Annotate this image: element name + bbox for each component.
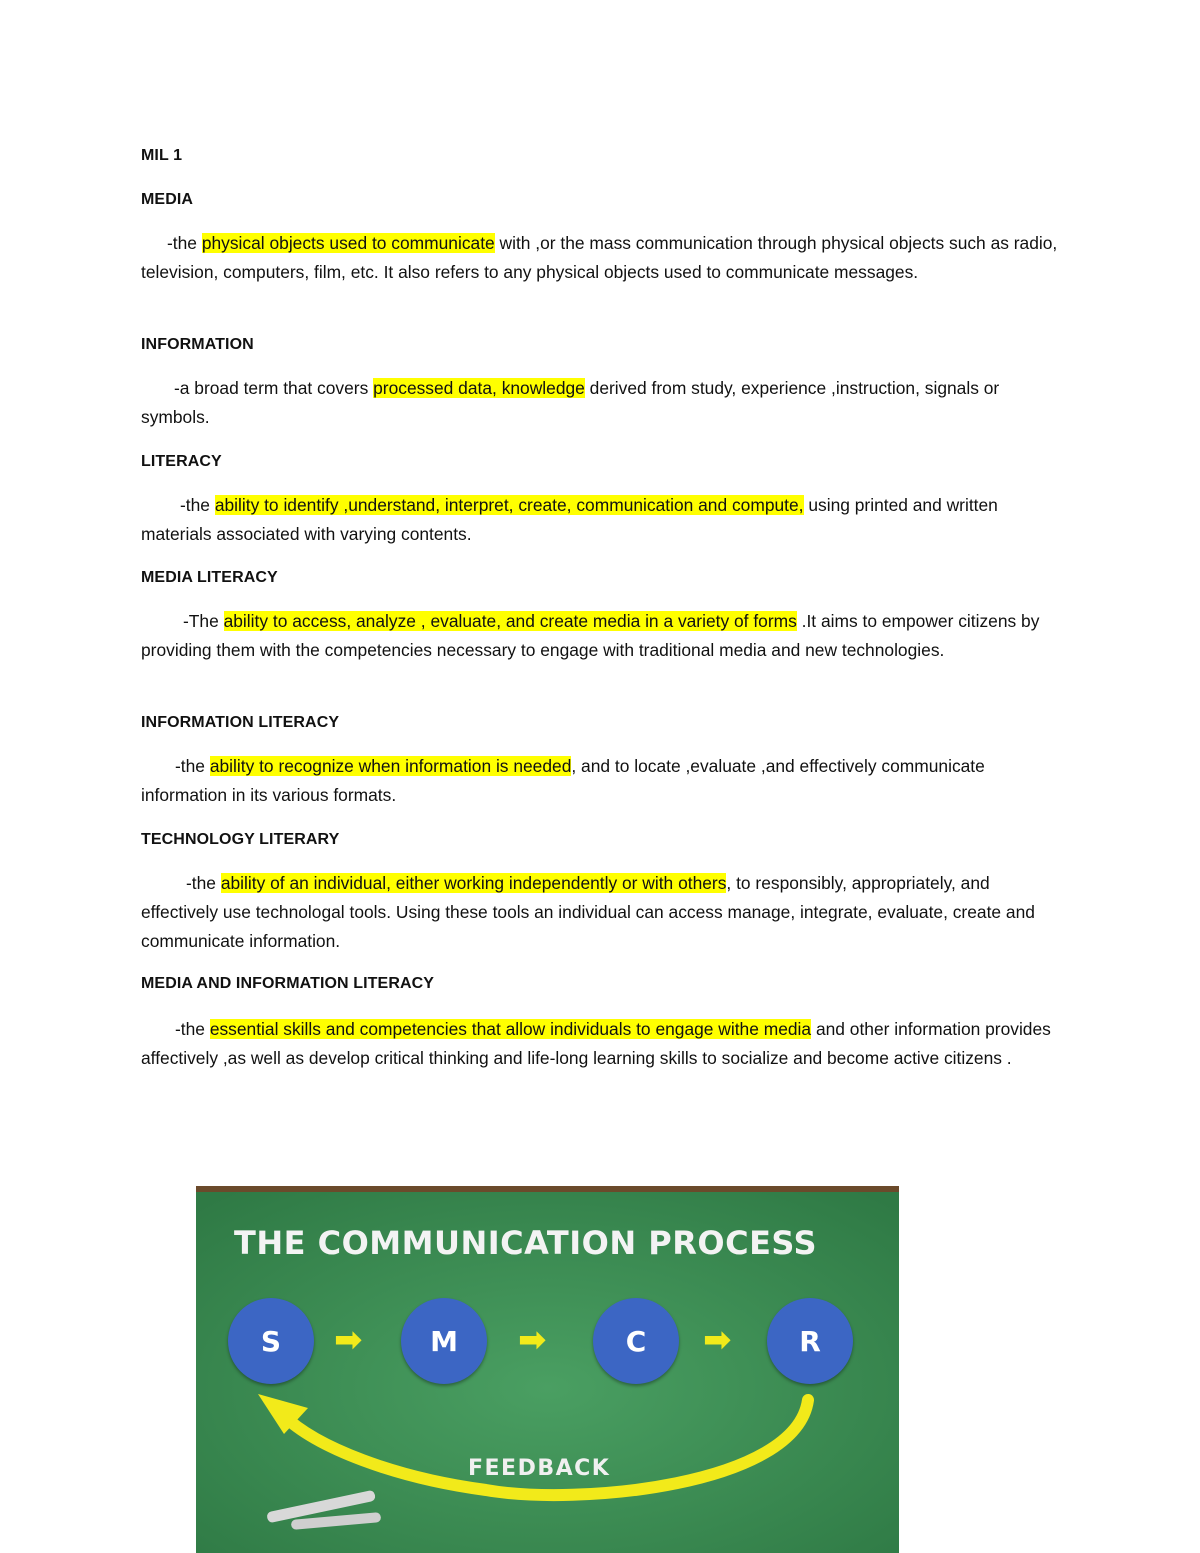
body-text: -The xyxy=(183,611,224,631)
section-body-mil xyxy=(141,1015,1061,1073)
body-text: -the xyxy=(175,756,210,776)
section-body-information-literacy xyxy=(141,752,1061,810)
diagram-title: THE COMMUNICATION PROCESS xyxy=(234,1224,818,1262)
body-text: -the xyxy=(167,233,202,253)
highlighted-text: ability to access, analyze , evaluate, and create media in a variety of forms xyxy=(223,611,797,631)
section-heading-mil: MEDIA AND INFORMATION LITERACY xyxy=(141,975,435,992)
arrow-right-icon: ➡ xyxy=(334,1320,363,1360)
node-sender: S xyxy=(228,1298,314,1384)
node-channel: C xyxy=(593,1298,679,1384)
communication-process-diagram xyxy=(196,1186,899,1553)
chalkboard-frame xyxy=(196,1186,899,1192)
body-text: -a broad term that covers xyxy=(174,378,374,398)
highlighted-text: ability of an individual, either working independently or with others xyxy=(220,873,727,893)
highlighted-text: essential skills and competencies that allow individuals to engage withe media xyxy=(209,1019,812,1039)
arrow-right-icon: ➡ xyxy=(518,1320,547,1360)
body-text: and other information provides affectively ,as well as develop critical thinking and life-long learning skills to socialize and become active citizens . xyxy=(141,1019,1051,1068)
body-text: , and to locate ,evaluate ,and effectively communicate information in its various formats. xyxy=(141,756,985,805)
feedback-label: FEEDBACK xyxy=(468,1456,611,1481)
arrow-right-icon: ➡ xyxy=(703,1320,732,1360)
section-heading-literacy: LITERACY xyxy=(141,453,222,470)
node-receiver: R xyxy=(767,1298,853,1384)
body-text: derived from study, experience ,instruction, signals or symbols. xyxy=(141,378,1000,427)
node-message: M xyxy=(401,1298,487,1384)
highlighted-text: processed data, knowledge xyxy=(373,378,585,398)
section-heading-media: MEDIA xyxy=(141,191,194,208)
body-text: -the xyxy=(175,1019,210,1039)
body-text: with ,or the mass communication through physical objects such as radio, television, computers, film, etc. It also refers to any physical objects used to communicate messages. xyxy=(141,233,1058,282)
section-heading-information: INFORMATION xyxy=(141,336,254,353)
body-text: -the xyxy=(180,495,215,515)
body-text: , to responsibly, appropriately, and effectively use technologal tools. Using these tools an individual can access manage, integrate, evaluate, create and communicate information. xyxy=(141,873,1035,951)
section-body-media xyxy=(141,229,1061,287)
highlighted-text: physical objects used to communicate xyxy=(201,233,495,253)
section-heading-media-literacy: MEDIA LITERACY xyxy=(141,569,278,586)
section-body-information xyxy=(141,374,1061,432)
section-body-literacy xyxy=(141,491,1061,549)
section-heading-technology-literary: TECHNOLOGY LITERARY xyxy=(141,831,340,848)
highlighted-text: ability to identify ,understand, interpret, create, communication and compute, xyxy=(214,495,804,515)
body-text: .It aims to empower citizens by providing them with the competencies necessary to engage with traditional media and new technologies. xyxy=(141,611,1040,660)
body-text: -the xyxy=(186,873,221,893)
section-heading-information-literacy: INFORMATION LITERACY xyxy=(141,714,340,731)
section-body-media-literacy xyxy=(141,607,1061,665)
body-text: using printed and written materials associated with varying contents. xyxy=(141,495,998,544)
section-body-technology-literary xyxy=(141,869,1061,956)
document-title: MIL 1 xyxy=(141,147,183,164)
highlighted-text: ability to recognize when information is needed xyxy=(209,756,572,776)
